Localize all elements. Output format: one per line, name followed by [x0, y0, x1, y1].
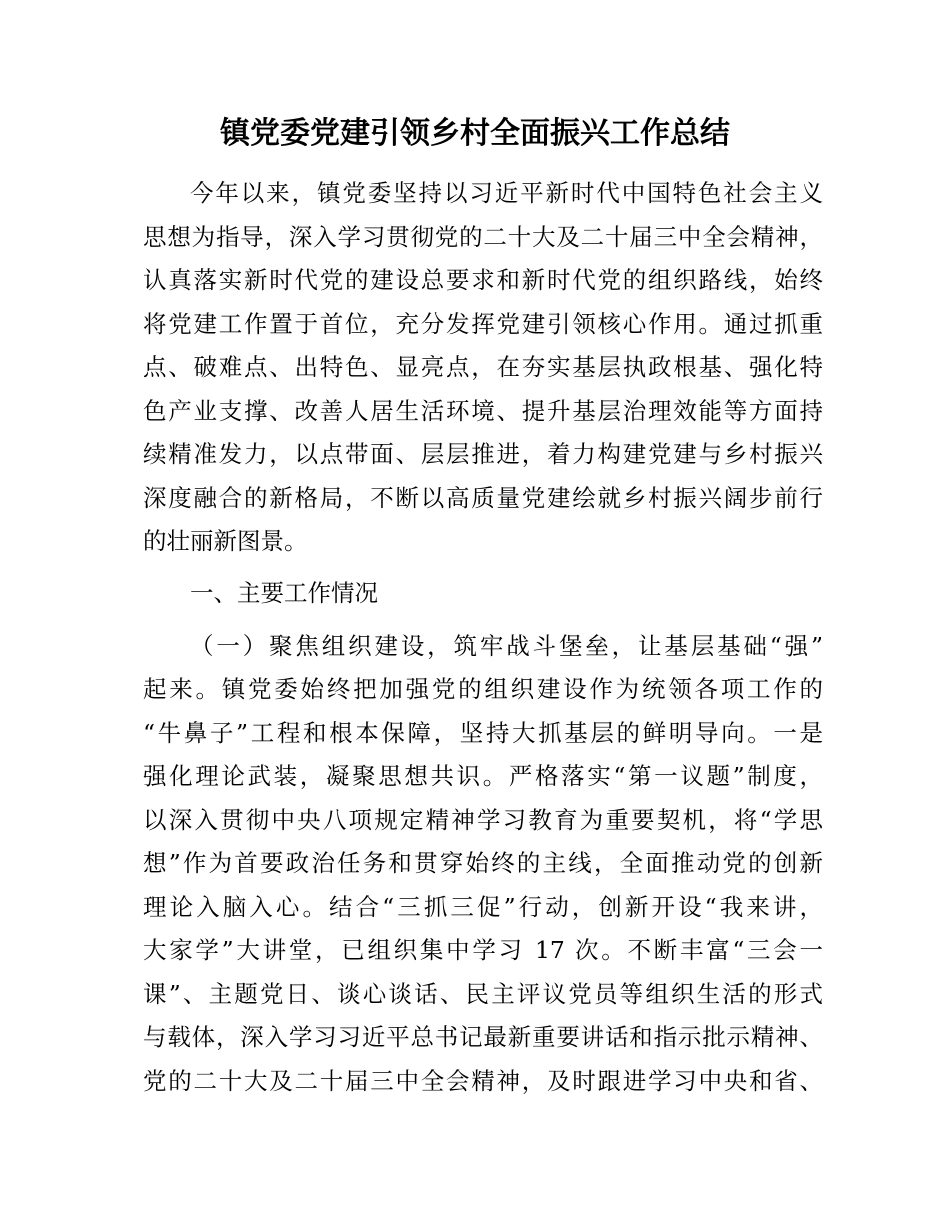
paragraph-line: 认真落实新时代党的建设总要求和新时代党的组织路线，始终 — [143, 266, 823, 294]
section-heading: 一、主要工作情况 — [190, 579, 378, 607]
paragraph-line: 续精准发力，以点带面、层层推进，着力构建党建与乡村振兴 — [143, 440, 823, 468]
paragraph-line: 色产业支撑、改善人居生活环境、提升基层治理效能等方面持 — [143, 397, 823, 425]
paragraph-line: 起来。镇党委始终把加强党的组织建设作为统领各项工作的 — [143, 675, 823, 703]
paragraph-line: 的壮丽新图景。 — [143, 527, 308, 555]
paragraph-line: 深度融合的新格局，不断以高质量党建绘就乡村振兴阔步前行 — [143, 484, 823, 512]
paragraph-line: 与载体，深入学习习近平总书记最新重要讲话和指示批示精神、 — [143, 1023, 823, 1051]
paragraph-line: 今年以来，镇党委坚持以习近平新时代中国特色社会主义 — [190, 179, 823, 207]
paragraph-line: 将党建工作置于首位，充分发挥党建引领核心作用。通过抓重 — [143, 310, 823, 338]
paragraph-line: 想”作为首要政治任务和贯穿始终的主线，全面推动党的创新 — [143, 849, 823, 877]
paragraph-line: 大家学”大讲堂，已组织集中学习 17 次。不断丰富“三会一 — [143, 936, 823, 964]
paragraph-line: 党的二十大及二十届三中全会精神，及时跟进学习中央和省、 — [143, 1067, 823, 1095]
paragraph-line: 点、破难点、出特色、显亮点，在夯实基层执政根基、强化特 — [143, 353, 823, 381]
paragraph-line: 理论入脑入心。结合“三抓三促”行动，创新开设“我来讲， — [143, 893, 823, 921]
paragraph-line: 强化理论武装，凝聚思想共识。严格落实“第一议题”制度， — [143, 762, 823, 790]
document-title: 镇党委党建引领乡村全面振兴工作总结 — [220, 116, 730, 151]
paragraph-line: 课”、主题党日、谈心谈话、民主评议党员等组织生活的形式 — [143, 980, 823, 1008]
paragraph-line: “牛鼻子”工程和根本保障，坚持大抓基层的鲜明导向。一是 — [143, 719, 823, 747]
paragraph-line: 以深入贯彻中央八项规定精神学习教育为重要契机，将“学思 — [143, 806, 823, 834]
paragraph-line: 思想为指导，深入学习贯彻党的二十大及二十届三中全会精神， — [143, 223, 823, 251]
paragraph-line: （一）聚焦组织建设，筑牢战斗堡垒，让基层基础“强” — [190, 632, 823, 660]
